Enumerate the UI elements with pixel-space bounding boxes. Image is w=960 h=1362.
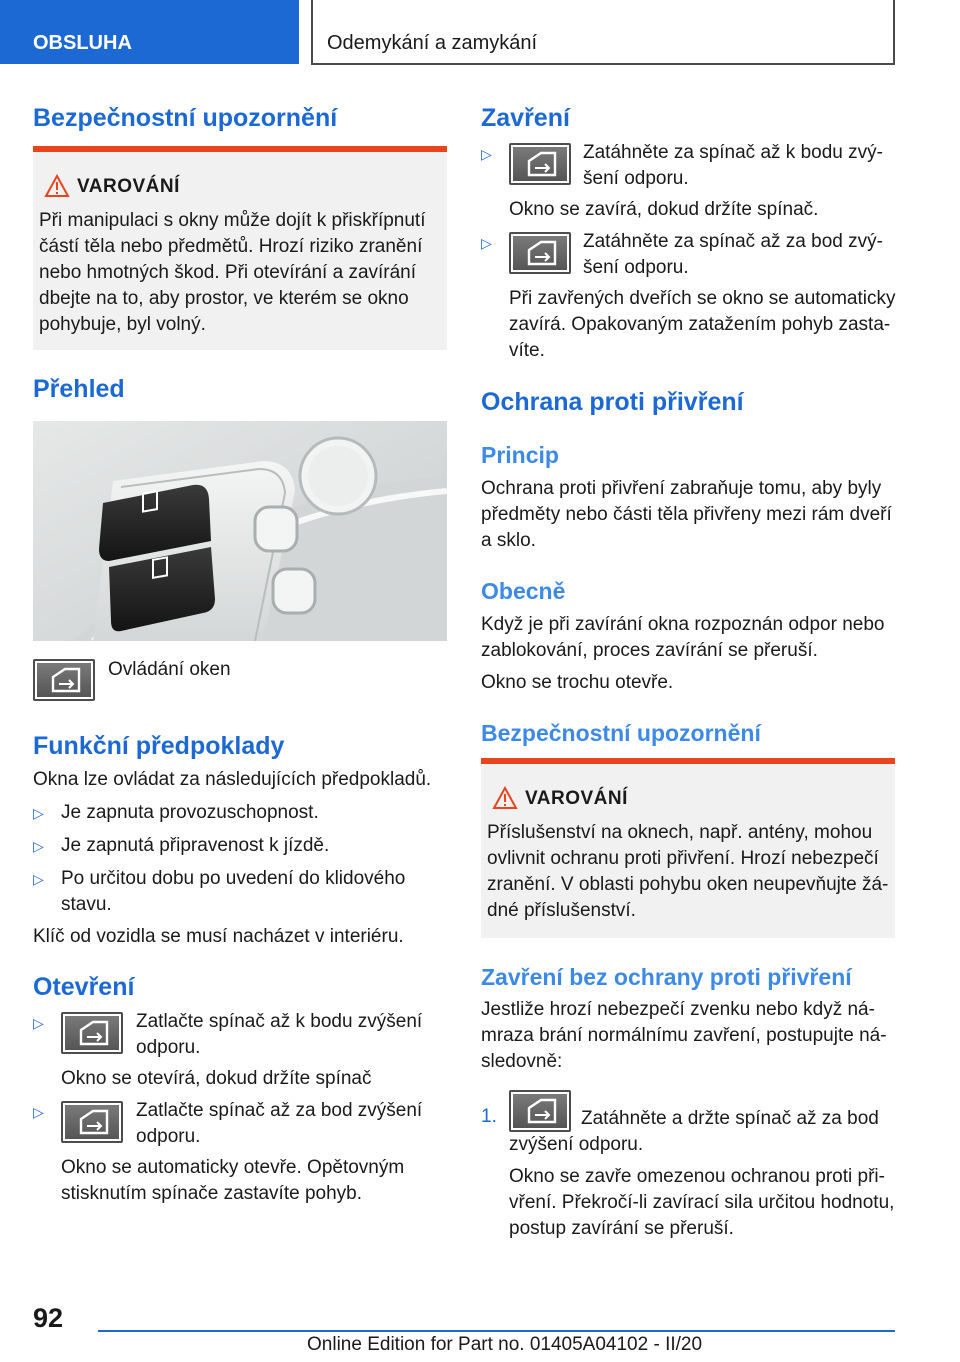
bullet-triangle-icon: ▷ — [481, 235, 492, 251]
header-separator — [311, 0, 313, 64]
general-heading: Obecně — [481, 578, 566, 604]
bullet-triangle-icon: ▷ — [33, 1015, 44, 1031]
chapter-title: Odemykání a zamykání — [327, 32, 538, 54]
window-switch-icon — [61, 1101, 123, 1143]
bullet-triangle-icon: ▷ — [481, 146, 492, 162]
text-line: a sklo. — [481, 530, 536, 551]
step-line: Zatáhněte za spínač až k bodu zvý- — [583, 142, 883, 163]
prerequisite-line: stavu. — [61, 894, 112, 915]
prerequisites-heading: Funkční předpoklady — [33, 732, 285, 760]
step-1-text: Zatáhněte a držte spínač až za bod — [581, 1108, 879, 1129]
warning-text — [487, 820, 888, 924]
warning-line: částí těla nebo předmětů. Hrozí riziko zranění — [39, 236, 423, 257]
step-line: šení odporu. — [583, 257, 689, 278]
page-number: 92 — [33, 1303, 64, 1333]
text-line: Ochrana proti přivření zabraňuje tomu, aby byly — [481, 478, 882, 499]
open-step-2-note — [61, 1155, 404, 1207]
note-line: stisknutím spínače zastavíte pohyb. — [61, 1183, 362, 1204]
window-switch-icon — [509, 1090, 571, 1132]
step-line: odporu. — [136, 1037, 201, 1058]
note-line: Okno se zavře omezenou ochranou proti při- — [509, 1166, 885, 1187]
section-tab — [0, 0, 299, 64]
prerequisite-item: Je zapnutá připravenost k jízdě. — [61, 835, 330, 856]
window-switch-icon — [509, 232, 571, 274]
header-underline — [311, 63, 895, 65]
general-text-2: Okno se trochu otevře. — [481, 672, 674, 693]
text-line: zablokování, proces zavírání se přeruší. — [481, 640, 818, 661]
bullet-triangle-icon: ▷ — [33, 1104, 44, 1120]
footer-rule — [98, 1330, 895, 1332]
warning-line: Příslušenství na oknech, např. antény, mohou — [487, 822, 873, 843]
window-switch-photo — [33, 421, 447, 641]
close-step-2 — [583, 229, 883, 281]
step-number: 1. — [481, 1106, 497, 1127]
bullet-triangle-icon: ▷ — [33, 805, 44, 821]
open-step-1-note: Okno se otevírá, dokud držíte spínač — [61, 1068, 372, 1089]
step-1-note — [509, 1164, 894, 1242]
photo-caption: Ovládání oken — [108, 659, 231, 680]
warning-box — [33, 146, 447, 350]
note-line: postup zavírání se přeruší. — [509, 1218, 734, 1239]
warning-line: Při manipulaci s okny může dojít k přiskřípnutí — [39, 210, 426, 231]
step-line: odporu. — [136, 1126, 201, 1147]
text-line: předměty nebo části těla přivřeny mezi rám dveří — [481, 504, 892, 525]
window-switch-icon — [61, 1012, 123, 1054]
principle-text — [481, 476, 892, 554]
warning-line: ovlivnit ochranu proti přivření. Hrozí nebezpečí — [487, 848, 879, 869]
warning-triangle-icon — [44, 174, 70, 198]
window-switch-icon — [509, 143, 571, 185]
warning-triangle-icon — [492, 786, 518, 810]
open-step-2 — [136, 1098, 422, 1150]
general-text — [481, 612, 884, 664]
text-line: mraza brání normálnímu zavření, postupujte ná- — [481, 1025, 887, 1046]
close-heading: Zavření — [481, 104, 570, 132]
step-line: Zatáhněte za spínač až za bod zvý- — [583, 231, 883, 252]
edition-note: Online Edition for Part no. 01405A04102 - II/20 — [307, 1334, 703, 1355]
warning-label: VAROVÁNÍ — [525, 788, 628, 809]
warning-line: dbejte na to, aby prostor, ve kterém se okno — [39, 288, 409, 309]
note-line: zavírá. Opakovaným zatažením pohyb zasta- — [509, 314, 891, 335]
warning-line: pohybuje, byl volný. — [39, 314, 206, 335]
prerequisites-note: Klíč od vozidla se musí nacházet v interiéru. — [33, 926, 404, 947]
step-line: Zatlačte spínač až za bod zvýšení — [136, 1100, 423, 1121]
warning-label: VAROVÁNÍ — [77, 176, 180, 197]
warning-box — [481, 758, 895, 938]
principle-heading: Princip — [481, 442, 559, 468]
close-step-1 — [583, 140, 883, 192]
warning-line: nebo hmotných škod. Při otevírání a zavírání — [39, 262, 417, 283]
text-line: sledovně: — [481, 1051, 563, 1072]
prerequisite-item: Je zapnuta provozuschopnost. — [61, 802, 319, 823]
bullet-triangle-icon: ▷ — [33, 838, 44, 854]
note-line: víte. — [509, 340, 545, 361]
warning-line: dné příslušenství. — [487, 900, 636, 921]
prerequisite-item — [61, 866, 405, 918]
prerequisites-intro: Okna lze ovládat za následujících předpokladů. — [33, 769, 432, 790]
bullet-triangle-icon: ▷ — [33, 871, 44, 887]
open-step-1 — [136, 1009, 422, 1061]
warning-line: zranění. V oblasti pohybu oken neupevňujte žá- — [487, 874, 889, 895]
warning-text — [39, 208, 426, 338]
prerequisite-line: Po určitou dobu po uvedení do klidového — [61, 868, 406, 889]
text-line: Když je při zavírání okna rozpoznán odpor nebo — [481, 614, 885, 635]
note-line: Při zavřených dveřích se okno se automaticky — [509, 288, 896, 309]
close-no-protection-heading: Zavření bez ochrany proti přivření — [481, 964, 852, 990]
step-line: šení odporu. — [583, 168, 689, 189]
overview-heading: Přehled — [33, 375, 125, 403]
window-switch-icon — [33, 659, 95, 701]
close-step-2-note — [509, 286, 896, 364]
close-no-protection-text — [481, 997, 887, 1075]
text-line: Jestliže hrozí nebezpečí zvenku nebo když ná- — [481, 999, 875, 1020]
close-step-1-note: Okno se zavírá, dokud držíte spínač. — [509, 199, 819, 220]
header-right-border — [893, 0, 895, 65]
step-line: Zatlačte spínač až k bodu zvýšení — [136, 1011, 423, 1032]
pinch-protection-heading: Ochrana proti přivření — [481, 388, 744, 416]
safety-2-heading: Bezpečnostní upozornění — [481, 720, 761, 746]
step-1-cont: zvýšení odporu. — [509, 1134, 644, 1155]
open-heading: Otevření — [33, 973, 135, 1001]
note-line: Okno se automaticky otevře. Opětovným — [61, 1157, 405, 1178]
section-label: OBSLUHA — [33, 32, 132, 54]
safety-heading: Bezpečnostní upozornění — [33, 104, 338, 132]
note-line: vření. Překročí-li zavírací sila určitou hodnotu, — [509, 1192, 895, 1213]
